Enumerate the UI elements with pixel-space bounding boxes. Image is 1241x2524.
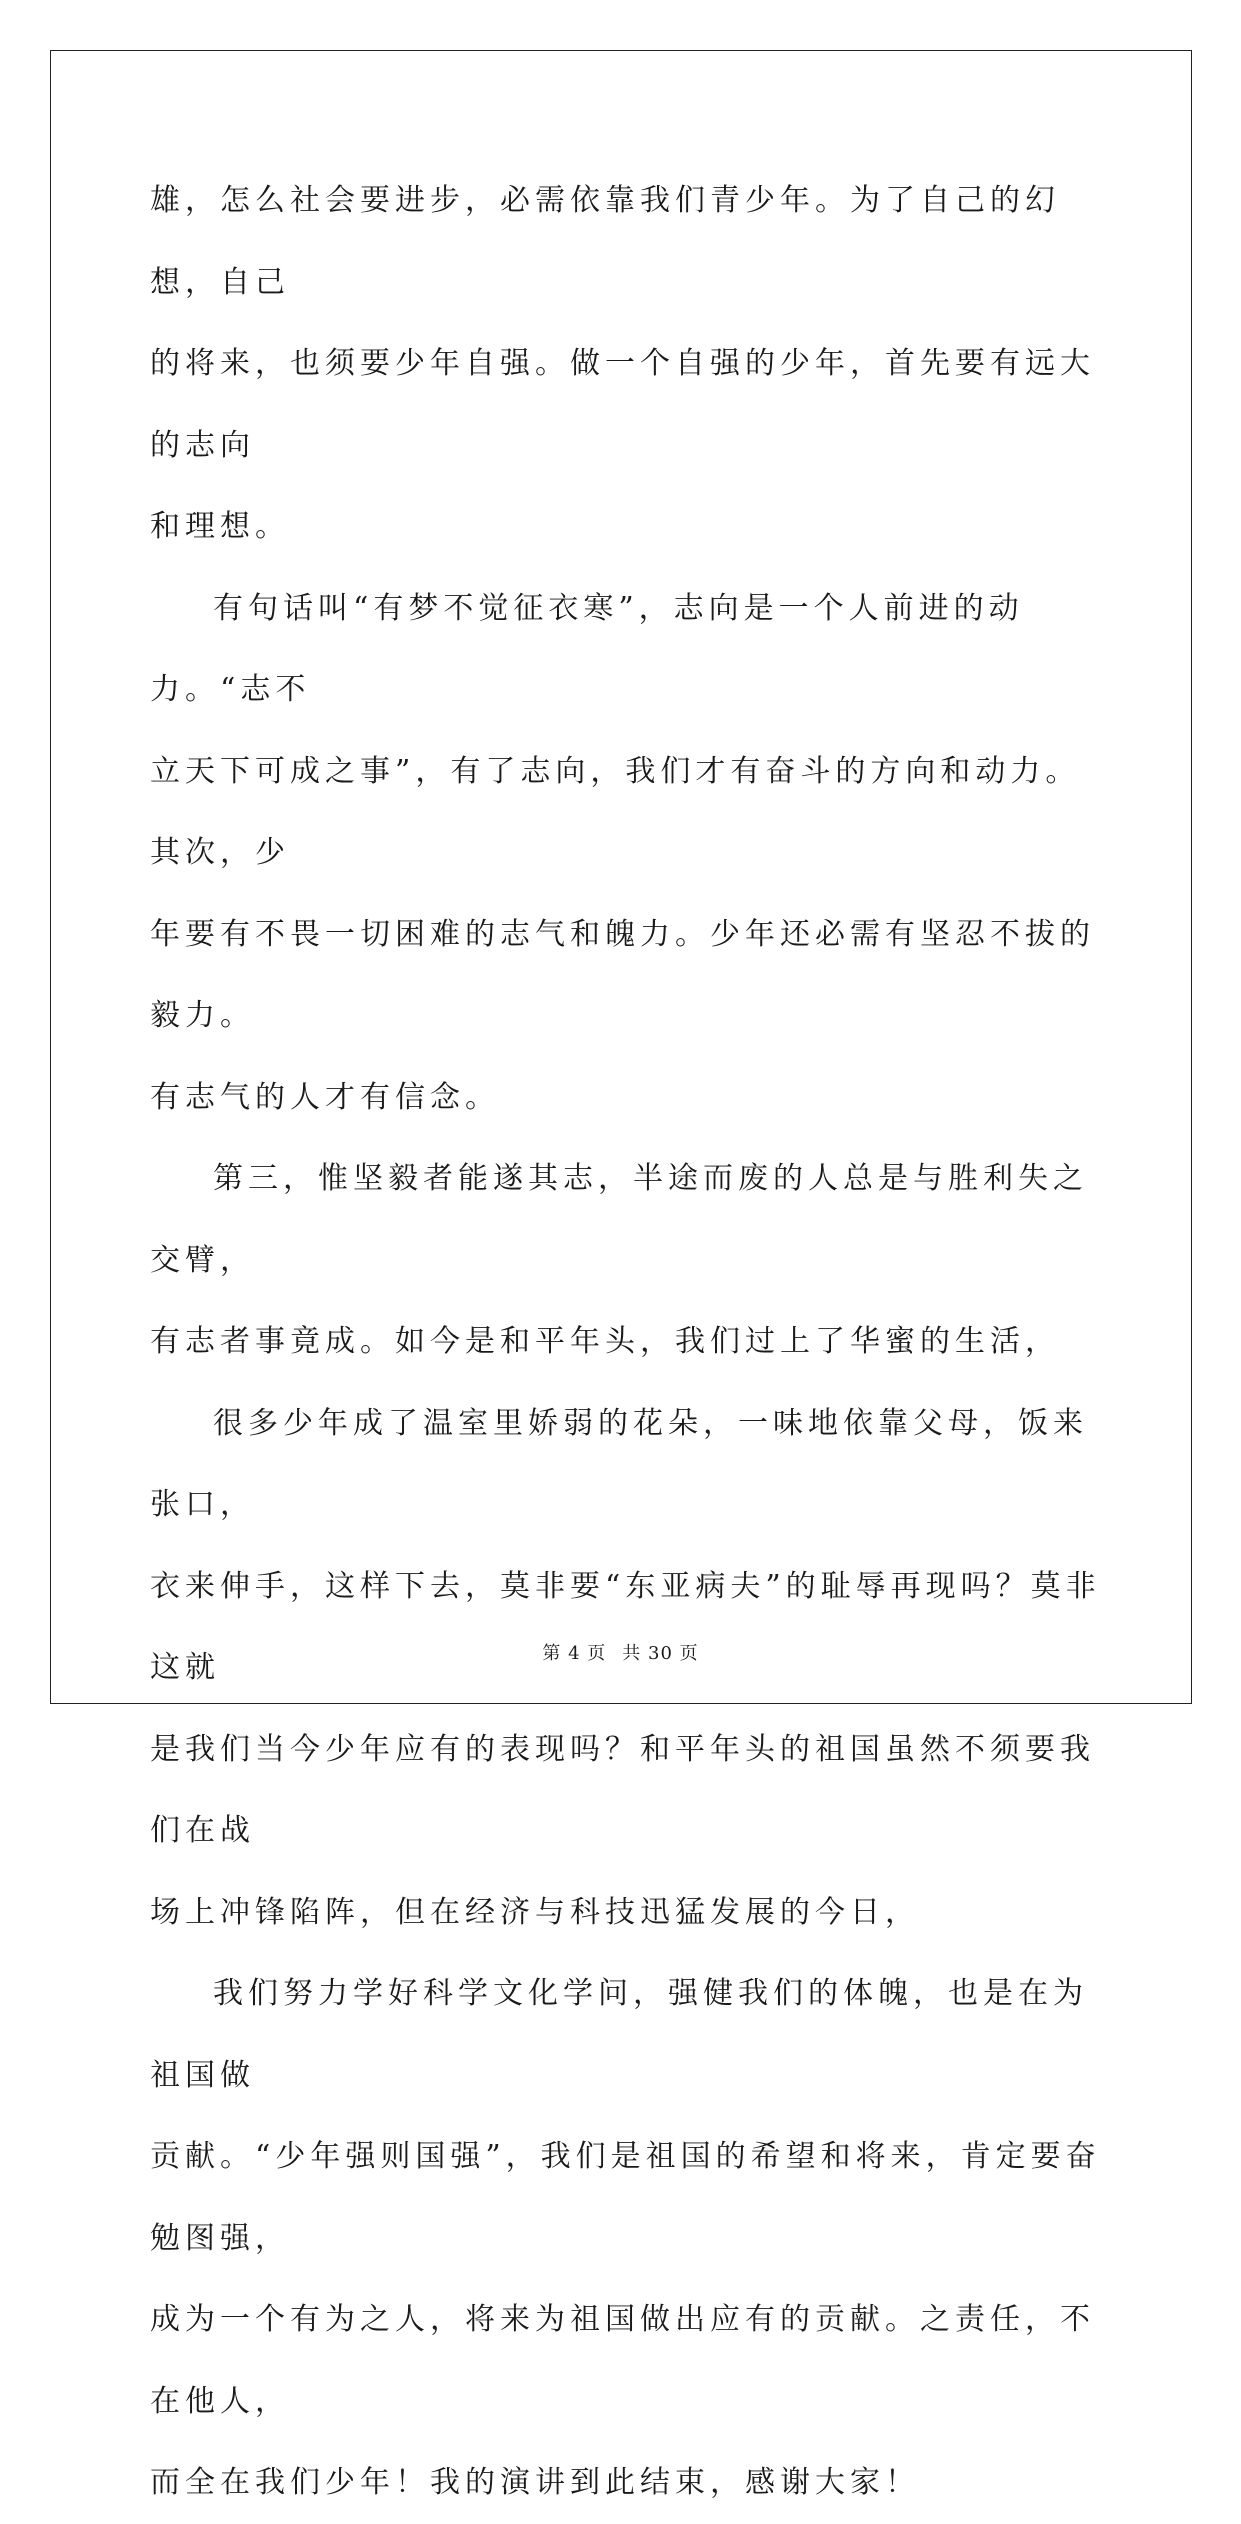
text-line: 衣来伸手，这样下去，莫非要“东亚病夫”的耻辱再现吗？莫非这就 <box>150 1568 1101 1685</box>
text-line: 雄，怎么社会要进步，必需依靠我们青少年。为了自己的幻想，自己 <box>150 183 1060 300</box>
page-total: 共 30 页 <box>622 1643 699 1664</box>
paragraph-start-line: 有句话叫“有梦不觉征衣寒”，志向是一个人前进的动力。“志不 <box>150 590 1024 707</box>
text-line: 有志气的人才有信念。 <box>150 1079 500 1115</box>
page-footer <box>0 1642 1241 1666</box>
text-line: 场上冲锋陷阵，但在经济与科技迅猛发展的今日， <box>150 1894 920 1930</box>
text-line: 成为一个有为之人，将来为祖国做出应有的贡献。之责任，不在他人， <box>150 2302 1095 2419</box>
text-line: 有志者事竟成。如今是和平年头，我们过上了华蜜的生活， <box>150 1324 1060 1359</box>
text-line: 和理想。 <box>150 509 290 544</box>
text-line: 贡献。“少年强则国强”，我们是祖国的希望和将来，肯定要奋勉图强， <box>150 2139 1101 2256</box>
text-line: 立天下可成之事”，有了志向，我们才有奋斗的方向和动力。其次，少 <box>150 753 1081 870</box>
text-line: 是我们当今少年应有的表现吗？和平年头的祖国虽然不须要我们在战 <box>150 1731 1095 1848</box>
paragraph-start-line: 第三，惟坚毅者能遂其志，半途而废的人总是与胜利失之交臂， <box>150 1161 1088 1278</box>
text-line: 而全在我们少年！我的演讲到此结束，感谢大家！ <box>150 2465 920 2500</box>
page-number: 第 4 页 <box>542 1643 607 1664</box>
paragraph-start-line: 很多少年成了温室里娇弱的花朵，一味地依靠父母，饭来张口， <box>150 1405 1088 1522</box>
document-body <box>150 160 1110 2524</box>
paragraph-start-line: 我们努力学好科学文化学问，强健我们的体魄，也是在为祖国做 <box>150 1976 1088 2093</box>
text-line: 的将来，也须要少年自强。做一个自强的少年，首先要有远大的志向 <box>150 346 1095 463</box>
text-line: 年要有不畏一切困难的志气和魄力。少年还必需有坚忍不拔的毅力。 <box>150 916 1095 1033</box>
